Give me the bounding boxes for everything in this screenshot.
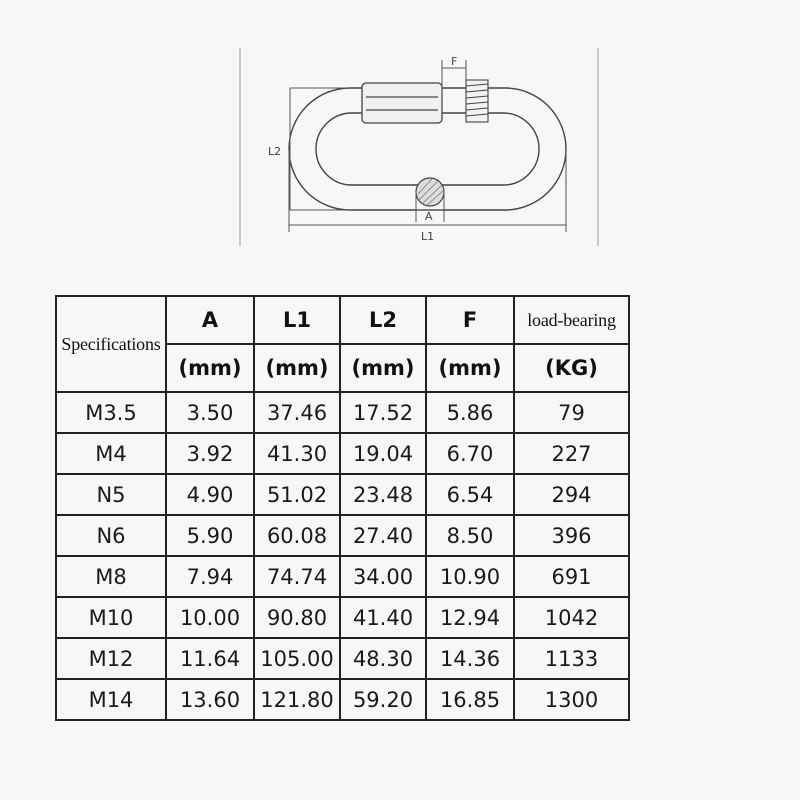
col-a-unit: (mm) bbox=[166, 344, 254, 392]
cell-spec: M10 bbox=[56, 597, 166, 638]
table-row bbox=[56, 392, 629, 433]
cell-spec: M4 bbox=[56, 433, 166, 474]
table-row bbox=[56, 515, 629, 556]
col-l2-header: L2 bbox=[340, 296, 426, 344]
cell-l2: 48.30 bbox=[340, 638, 426, 679]
spec-header: Specifications bbox=[56, 296, 166, 392]
cell-f: 14.36 bbox=[426, 638, 514, 679]
table-row bbox=[56, 556, 629, 597]
col-load-header: load-bearing bbox=[514, 296, 629, 344]
cell-spec: M8 bbox=[56, 556, 166, 597]
cell-a: 13.60 bbox=[166, 679, 254, 720]
cell-a: 7.94 bbox=[166, 556, 254, 597]
cell-a: 3.50 bbox=[166, 392, 254, 433]
cell-load: 691 bbox=[514, 556, 629, 597]
quick-link-diagram bbox=[0, 0, 800, 260]
table-row bbox=[56, 597, 629, 638]
cell-f: 10.90 bbox=[426, 556, 514, 597]
cell-a: 5.90 bbox=[166, 515, 254, 556]
cell-load: 294 bbox=[514, 474, 629, 515]
col-a-header: A bbox=[166, 296, 254, 344]
col-f-header: F bbox=[426, 296, 514, 344]
cell-l1: 51.02 bbox=[254, 474, 340, 515]
cell-l1: 105.00 bbox=[254, 638, 340, 679]
spec-table bbox=[55, 295, 630, 721]
cell-l2: 27.40 bbox=[340, 515, 426, 556]
cell-l1: 37.46 bbox=[254, 392, 340, 433]
col-l1-unit: (mm) bbox=[254, 344, 340, 392]
table-row bbox=[56, 433, 629, 474]
table-row bbox=[56, 679, 629, 720]
cell-f: 12.94 bbox=[426, 597, 514, 638]
cell-l1: 41.30 bbox=[254, 433, 340, 474]
cell-l2: 17.52 bbox=[340, 392, 426, 433]
hex-nut bbox=[362, 83, 442, 123]
link-inner-outline bbox=[316, 113, 539, 185]
cell-load: 227 bbox=[514, 433, 629, 474]
cell-l1: 121.80 bbox=[254, 679, 340, 720]
cell-f: 5.86 bbox=[426, 392, 514, 433]
cell-spec: N6 bbox=[56, 515, 166, 556]
cell-a: 10.00 bbox=[166, 597, 254, 638]
cell-l2: 19.04 bbox=[340, 433, 426, 474]
label-f: F bbox=[451, 55, 458, 68]
cell-spec: M3.5 bbox=[56, 392, 166, 433]
cell-spec: N5 bbox=[56, 474, 166, 515]
cell-load: 1042 bbox=[514, 597, 629, 638]
header-row bbox=[56, 296, 629, 344]
cell-f: 6.70 bbox=[426, 433, 514, 474]
cell-l2: 23.48 bbox=[340, 474, 426, 515]
label-l2: L2 bbox=[268, 145, 282, 158]
cell-f: 6.54 bbox=[426, 474, 514, 515]
thread bbox=[466, 80, 488, 122]
cell-a: 3.92 bbox=[166, 433, 254, 474]
label-a: A bbox=[425, 210, 433, 223]
cell-a: 11.64 bbox=[166, 638, 254, 679]
cell-spec: M12 bbox=[56, 638, 166, 679]
cell-l1: 90.80 bbox=[254, 597, 340, 638]
cell-spec: M14 bbox=[56, 679, 166, 720]
col-l2-unit: (mm) bbox=[340, 344, 426, 392]
cell-l1: 60.08 bbox=[254, 515, 340, 556]
cell-a: 4.90 bbox=[166, 474, 254, 515]
cell-load: 1300 bbox=[514, 679, 629, 720]
table-row bbox=[56, 638, 629, 679]
table-row bbox=[56, 474, 629, 515]
cell-f: 16.85 bbox=[426, 679, 514, 720]
cell-load: 396 bbox=[514, 515, 629, 556]
cell-load: 79 bbox=[514, 392, 629, 433]
col-load-unit: (KG) bbox=[514, 344, 629, 392]
cell-l2: 59.20 bbox=[340, 679, 426, 720]
col-f-unit: (mm) bbox=[426, 344, 514, 392]
cell-f: 8.50 bbox=[426, 515, 514, 556]
cell-l1: 74.74 bbox=[254, 556, 340, 597]
label-l1: L1 bbox=[421, 230, 435, 243]
cell-l2: 41.40 bbox=[340, 597, 426, 638]
col-l1-header: L1 bbox=[254, 296, 340, 344]
cell-load: 1133 bbox=[514, 638, 629, 679]
cell-l2: 34.00 bbox=[340, 556, 426, 597]
